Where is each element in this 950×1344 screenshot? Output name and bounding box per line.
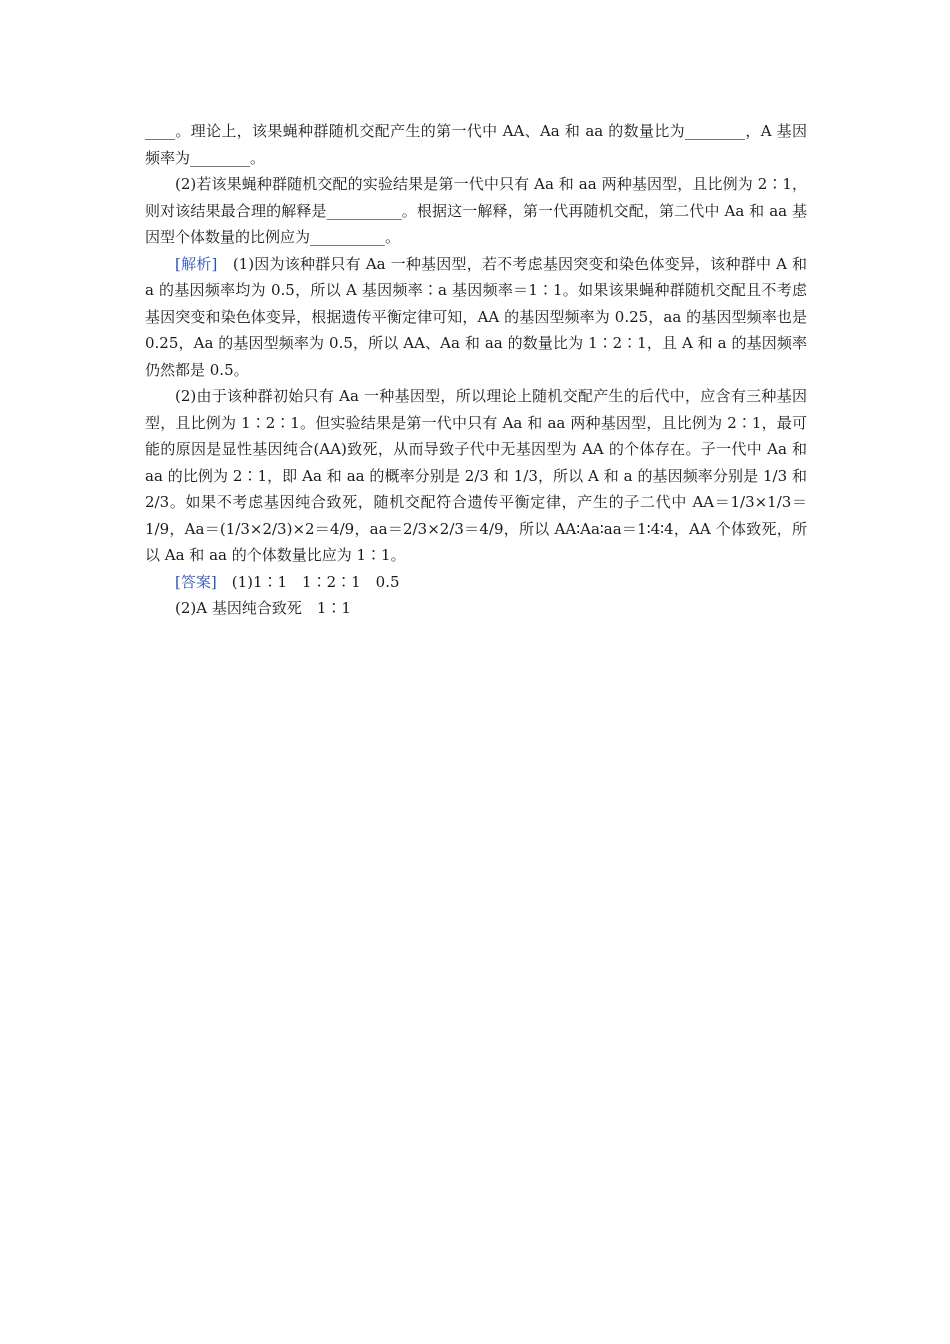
question-paragraph-1: ____。理论上，该果蝇种群随机交配产生的第一代中 AA、Aa 和 aa 的数量比为________，A 基因频率为________。 [145,122,807,167]
analysis-text-1: (1)因为该种群只有 Aa 一种基因型，若不考虑基因突变和染色体变异，该种群中 A 和 a 的基因频率均为 0.5，所以 A 基因频率∶a 基因频率＝1∶1。如果该果蝇种群随机交配且不考虑基因突变和染色体变异，根据遗传平衡定律可知，AA 的基因型频率为 0.25，aa 的基因型频率也是 0.25，Aa 的基因型频率为 0.5，所以 AA、Aa 和 aa 的数量比为 1∶2∶1，且 A 和 a 的基因频率仍然都是 0.5。 [145,254,807,379]
answer-text-1: (1)1∶1 1∶2∶1 0.5 [216,572,400,591]
document-body [145,118,807,622]
answer-paragraph-2: (2)A 基因纯合致死 1∶1 [175,599,351,617]
analysis-label: [解析] [175,254,218,273]
answer-label: [答案] [175,572,217,591]
analysis-paragraph-2: (2)由于该种群初始只有 Aa 一种基因型，所以理论上随机交配产生的后代中，应含有三种基因型，且比例为 1∶2∶1。但实验结果是第一代中只有 Aa 和 aa 两种基因型，且比例为 2∶1，最可能的原因是显性基因纯合(AA)致死，从而导致子代中无基因型为 AA 的个体存在。子一代中 Aa 和 aa 的比例为 2∶1，即 Aa 和 aa 的概率分别是 2/3 和 1/3，所以 A 和 a 的基因频率分别是 1/3 和 2/3。如果不考虑基因纯合致死，随机交配符合遗传平衡定律，产生的子二代中 AA＝1/3×1/3＝1/9，Aa＝(1/3×2/3)×2＝4/9，aa＝2/3×2/3＝4/9，所以 AA∶Aa∶aa＝1∶4∶4，AA 个体致死，所以 Aa 和 aa 的个体数量比应为 1∶1。 [145,387,807,564]
question-paragraph-2: (2)若该果蝇种群随机交配的实验结果是第一代中只有 Aa 和 aa 两种基因型，且比例为 2∶1，则对该结果最合理的解释是__________。根据这一解释，第一代再随机交配，第二代中 Aa 和 aa 基因型个体数量的比例应为__________。 [145,175,807,246]
analysis-paragraph-1 [145,251,807,384]
answer-paragraph-1 [145,569,807,596]
